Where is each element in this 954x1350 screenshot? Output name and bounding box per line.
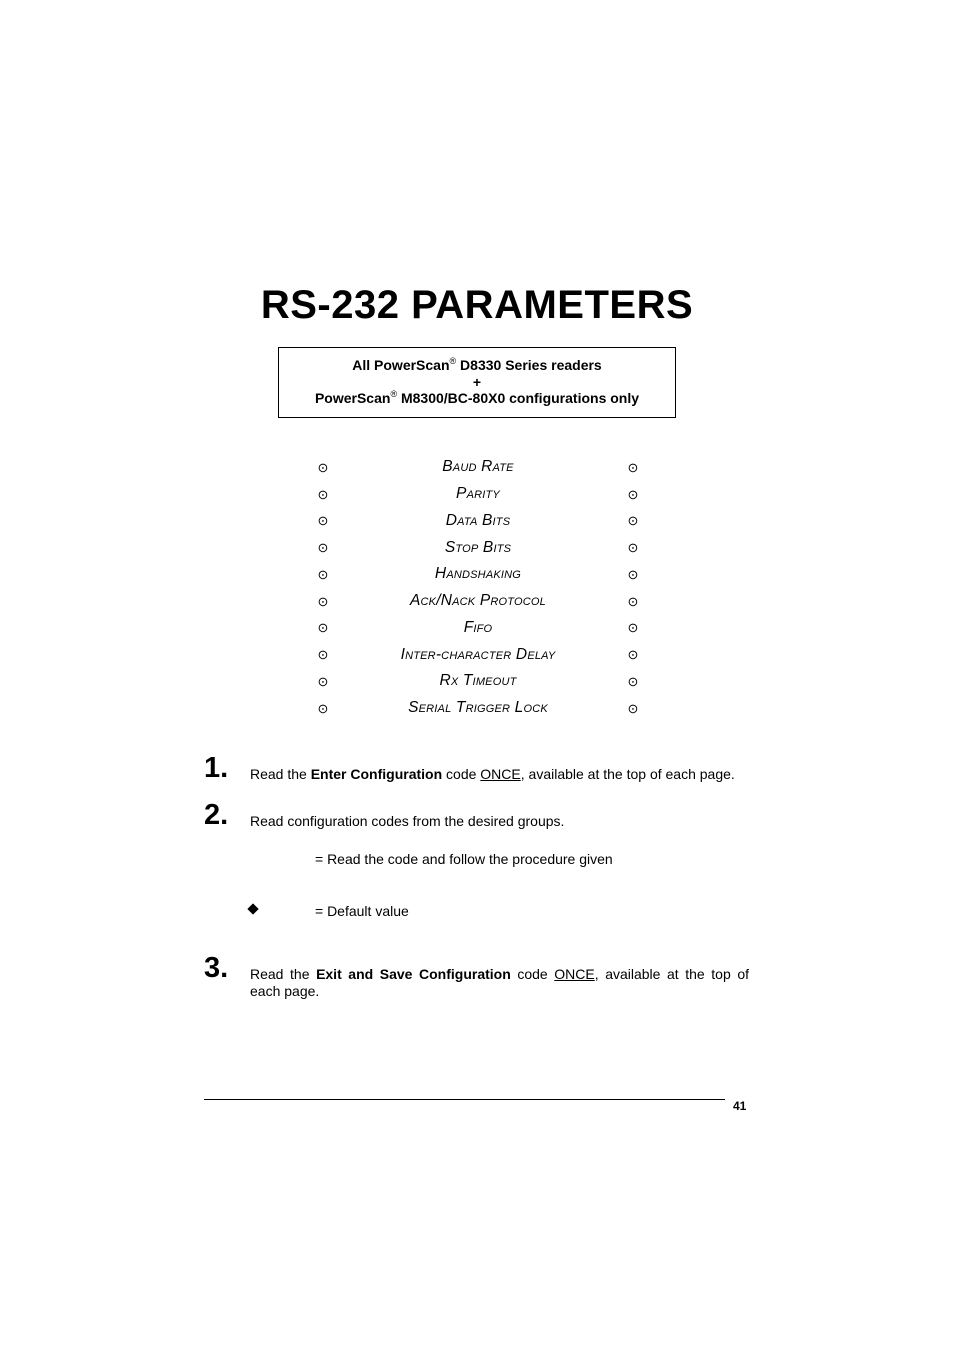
exit-and-save-configuration-label: Exit and Save Configuration [316,966,511,982]
bullet-icon: ⊙ [627,486,639,502]
step-1-text: Read the Enter Configuration code ONCE, available at the top of each page. [250,766,735,782]
group-row-rx-timeout[interactable] [310,668,646,695]
page-title: RS-232 PARAMETERS [260,283,694,327]
bullet-icon: ⊙ [317,486,329,502]
bullet-icon: ⊙ [317,593,329,609]
step-1-number: 1. [204,752,229,784]
group-name: Ack/Nack Protocol [410,592,546,610]
bullet-icon: ⊙ [317,620,329,636]
group-name: Data Bits [445,511,511,529]
enter-configuration-label: Enter Configuration [310,766,443,782]
once-emphasis: ONCE [480,766,521,782]
bullet-icon: ⊙ [317,513,329,529]
bullet-icon: ⊙ [317,647,329,663]
bullet-icon: ⊙ [317,673,329,689]
bullet-icon: ⊙ [627,593,639,609]
group-row-ack-nack-protocol[interactable] [310,588,646,615]
step-2-text: Read configuration codes from the desired groups. [250,813,565,829]
scope-box [278,347,676,418]
parameter-group-list [310,454,646,722]
bullet-icon: ⊙ [627,459,639,475]
group-name: Rx Timeout [439,672,517,690]
bullet-icon: ⊙ [627,673,639,689]
bullet-icon: ⊙ [627,566,639,582]
footer-rule [204,1099,725,1100]
group-name: Fifo [463,618,493,636]
group-row-fifo[interactable] [310,615,646,642]
bullet-icon: ⊙ [627,513,639,529]
group-row-serial-trigger-lock[interactable] [310,695,646,722]
group-row-handshaking[interactable] [310,561,646,588]
group-name: Handshaking [434,565,522,583]
once-emphasis: ONCE [554,966,595,982]
bullet-icon: ⊙ [317,700,329,716]
group-row-data-bits[interactable] [310,508,646,535]
step-3-number: 3. [204,952,229,984]
legend-procedure: = Read the code and follow the procedure given [315,851,613,867]
group-name: Baud Rate [442,458,514,476]
bullet-icon: ⊙ [317,540,329,556]
default-value-diamond-icon [247,903,258,914]
bullet-icon: ⊙ [627,700,639,716]
registered-mark: ® [390,389,398,399]
scope-line-3: PowerScan® M8300/BC-80X0 configurations only [314,389,640,406]
group-row-parity[interactable] [310,481,646,508]
step-2-number: 2. [204,799,229,831]
bullet-icon: ⊙ [627,620,639,636]
group-name: Inter-character Delay [400,645,556,663]
step-3-text: Read the Exit and Save Configuration code ONCE, available at the top of each page. [250,966,749,999]
group-row-inter-character-delay[interactable] [310,641,646,668]
bullet-icon: ⊙ [317,566,329,582]
group-name: Stop Bits [444,538,512,556]
scope-line-2: + [472,373,482,390]
group-row-baud-rate[interactable] [310,454,646,481]
bullet-icon: ⊙ [627,540,639,556]
page-number: 41 [733,1099,747,1113]
bullet-icon: ⊙ [317,459,329,475]
group-name: Serial Trigger Lock [408,699,548,717]
group-row-stop-bits[interactable] [310,534,646,561]
group-name: Parity [456,485,500,503]
bullet-icon: ⊙ [627,647,639,663]
registered-mark: ® [449,356,457,366]
legend-default: = Default value [315,903,409,919]
scope-line-1: All PowerScan® D8330 Series readers [352,356,602,373]
